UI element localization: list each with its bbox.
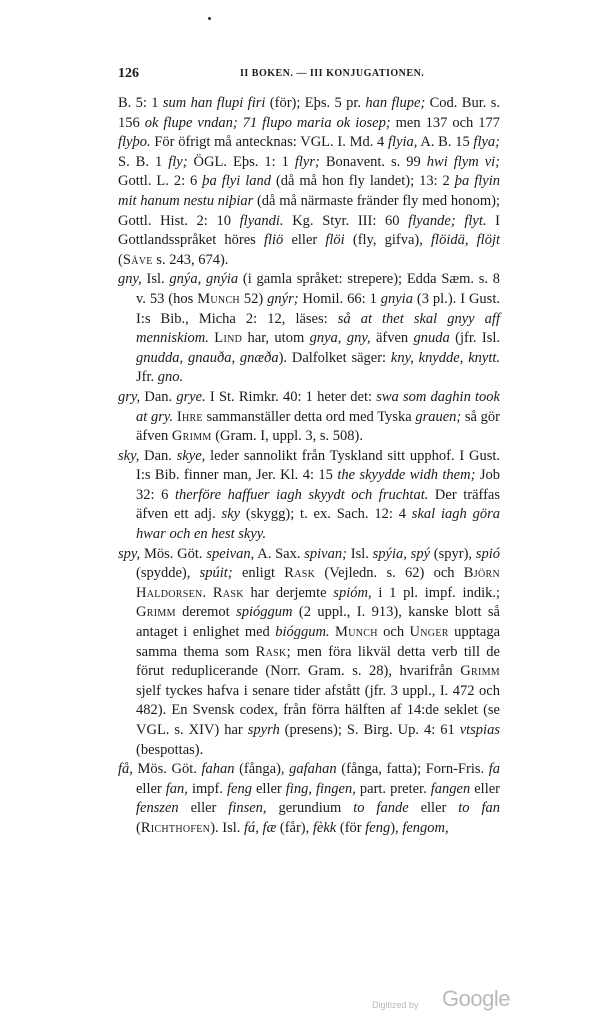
small-caps-name: Björn Haldorsen xyxy=(136,565,500,601)
text-run: enligt xyxy=(232,565,285,582)
text-run: (Vejledn. s. 62) och xyxy=(315,565,464,582)
italic-run: sky, xyxy=(118,447,140,464)
page-header xyxy=(118,66,494,86)
italic-run: gnýa, gnýia xyxy=(169,271,239,288)
text-run: leder sannolikt från Tyskland sitt upphof. I Gust. I:s Bib. finner man, Jer. Kl. 4: 15 xyxy=(136,447,500,484)
italic-run: spúit; xyxy=(199,565,233,582)
text-run: (skygg); t. ex. Sach. 12: 4 xyxy=(240,506,412,523)
digitized-by-label: Digitized by xyxy=(372,1000,419,1010)
small-caps-name: Säve xyxy=(122,251,153,268)
italic-run: spyrh xyxy=(247,722,280,738)
text-run: Jfr. xyxy=(136,369,158,386)
text-run: deremot xyxy=(175,604,237,621)
italic-run: spió xyxy=(475,545,501,562)
italic-run: spivan; xyxy=(304,545,347,562)
italic-run: sky xyxy=(221,506,241,523)
text-run: ( xyxy=(118,251,123,268)
text-run: (3 pl.). I Gust. I:s Bib., Micha 2: 12, läses: xyxy=(136,290,500,327)
italic-run: spýia, spý xyxy=(372,545,431,562)
italic-run: vtspias xyxy=(459,722,500,738)
italic-run: feng xyxy=(365,819,391,836)
text-run: (presens); S. Birg. Up. 4: 61 xyxy=(279,722,460,738)
text-run: har, utom xyxy=(242,330,310,347)
italic-run: gnýr; xyxy=(267,290,299,307)
text-run: eller xyxy=(470,780,500,797)
text-run: (för xyxy=(336,819,366,836)
text-run: Mös. Göt. xyxy=(140,545,207,562)
text-run: (för); Eþs. 5 pr. xyxy=(265,95,366,111)
italic-run: speivan, xyxy=(206,545,255,562)
text-run: Der träffas äfven ett adj. xyxy=(136,486,501,523)
italic-run: flyr; xyxy=(294,153,320,170)
text-run: Isl. xyxy=(346,545,373,562)
italic-run: þa flyi land xyxy=(202,173,271,190)
italic-run: fangen xyxy=(430,780,471,797)
text-run: ÖGL. Eþs. 1: 1 xyxy=(187,153,295,170)
italic-run: gnuda xyxy=(413,330,450,347)
text-run: sammanställer detta ord med Tyska xyxy=(202,408,416,425)
italic-run: grye. xyxy=(176,388,206,405)
text-run: eller xyxy=(136,780,166,797)
text-run: Job 32: 6 xyxy=(136,467,500,503)
italic-run: gry, xyxy=(118,388,141,405)
text-run: För öfrigt må antecknas: VGL. I. Md. 4 xyxy=(150,134,389,151)
text-run: gerundium xyxy=(266,800,354,817)
italic-run: to fande xyxy=(353,800,409,817)
small-caps-name: Ihre xyxy=(176,408,203,425)
google-logo: Google xyxy=(442,986,510,1011)
italic-run: therföre haffuer iagh skyydt och fruchtat. xyxy=(174,486,429,503)
italic-run: gnyia xyxy=(380,290,413,307)
text-run: ( xyxy=(136,819,141,836)
italic-run: skal iagh göra hwar och en hest skyy. xyxy=(136,506,500,543)
text-run: (Gram. I, uppl. 3, s. 508). xyxy=(211,428,364,445)
text-run: 52) xyxy=(239,290,268,307)
entry-gny xyxy=(118,270,500,388)
text-run: (spydde), xyxy=(136,565,200,582)
text-run: i 1 pl. impf. indik.; xyxy=(371,584,500,601)
entry-sky xyxy=(118,447,500,545)
italic-run: gnya, gny, xyxy=(309,330,371,347)
running-title: II BOKEN. — III KONJUGATIONEN. xyxy=(240,68,425,79)
text-run: I Gottlandsspråket höres xyxy=(118,212,500,249)
italic-run: flyandi. xyxy=(239,212,284,229)
text-run: (2 uppl., I. 913), kanske blott så antaget i enlighet med xyxy=(136,604,500,641)
text-run: ). Dalfolket säger: xyxy=(278,349,391,366)
italic-run: finsen, xyxy=(228,800,267,817)
italic-run: hwi flym vi; xyxy=(426,153,500,170)
text-run: (spyr), xyxy=(430,545,476,562)
italic-run: fengom, xyxy=(402,819,449,836)
italic-run: fan, xyxy=(165,780,188,797)
italic-run: to fan xyxy=(458,800,500,817)
italic-run: han flupe; xyxy=(365,95,426,111)
italic-run: gafahan xyxy=(289,761,337,778)
italic-run: fa xyxy=(488,761,500,778)
page-number: 126 xyxy=(118,66,139,81)
italic-run: skye, xyxy=(176,447,206,464)
text-run: ; men föra likväl detta verb till de förut reduplicerande (Norr. Gram. s. 28), hvarifrån xyxy=(136,643,500,680)
text-run: A. Sax. xyxy=(254,545,305,562)
italic-run: flya; xyxy=(473,134,500,151)
italic-run: fenszen xyxy=(136,800,179,817)
ink-speck xyxy=(208,17,211,20)
italic-run: fly; xyxy=(168,153,188,170)
text-run: . xyxy=(202,584,213,601)
italic-run: fèkk xyxy=(312,819,337,836)
italic-run: flyþo. xyxy=(118,134,151,151)
italic-run: flöidä, flöjt xyxy=(431,232,501,249)
italic-run: swa som daghin took at gry. xyxy=(136,388,500,425)
text-run: (jfr. Isl. xyxy=(449,330,501,347)
text-run: eller xyxy=(408,800,459,817)
italic-run: spióggum xyxy=(236,604,293,621)
entry-fa xyxy=(118,760,500,838)
italic-run: spy, xyxy=(118,545,141,562)
text-run: (fånga, fatta); Forn-Fris. xyxy=(336,761,489,778)
text-run: ), xyxy=(390,819,403,836)
italic-run: gno. xyxy=(157,369,184,386)
text-run: A. B. 15 xyxy=(417,134,474,151)
digitized-watermark xyxy=(372,986,532,1012)
italic-run: spióm, xyxy=(333,584,372,601)
italic-run: fá, fæ xyxy=(244,819,277,836)
text-run: eller xyxy=(178,800,229,817)
text-run: äfven xyxy=(370,330,414,347)
text-run: impf. xyxy=(187,780,227,797)
text-run: (får), xyxy=(276,819,313,836)
text-run: har derjemte xyxy=(243,584,334,601)
small-caps-name: Grimm xyxy=(136,604,176,621)
small-caps-name: Grimm xyxy=(171,428,212,445)
text-run: I St. Rimkr. 40: 1 heter det: xyxy=(205,388,377,405)
text-run: Dan. xyxy=(139,447,177,464)
small-caps-name: Unger xyxy=(409,624,449,641)
text-run: så gör äfven xyxy=(136,408,501,445)
page-body xyxy=(118,94,500,839)
text-run: (fly, gifva), xyxy=(344,232,432,249)
small-caps-name: Rask xyxy=(284,565,316,582)
small-caps-name: Richthofen xyxy=(140,819,211,836)
text-run: Mös. Göt. xyxy=(132,761,202,778)
text-run: (i gamla språket: strepere); Edda Sæm. s. 8 v. 53 (hos xyxy=(136,271,501,307)
small-caps-name: Rask xyxy=(212,584,244,601)
italic-run: få, xyxy=(118,761,133,778)
italic-run: ok flupe vndan; 71 flupo maria ok iosep; xyxy=(144,114,391,131)
text-run: eller xyxy=(251,780,286,797)
text-run: s. 243, 674). xyxy=(152,251,229,268)
italic-run: bióggum. xyxy=(275,624,330,641)
entry-spy xyxy=(118,545,500,761)
text-run: sjelf tyckes hafva i senare tider afstått (jfr. 3 uppl., I. 472 och 482). En Svensk codex, från förra hälften af 14:de seklet (se VGL. s. XIV) har xyxy=(136,682,500,738)
italic-run: gnudda, gnauða, gnæða xyxy=(136,349,279,366)
text-run: B. 5: 1 xyxy=(118,95,163,111)
italic-run: fliö xyxy=(263,232,284,249)
text-run: Isl. xyxy=(141,271,170,288)
small-caps-name: Grimm xyxy=(460,663,500,680)
small-caps-name: Rask xyxy=(255,643,287,660)
italic-run: fahan xyxy=(201,761,235,778)
italic-run: gny, xyxy=(118,271,142,288)
continuation-paragraph xyxy=(118,94,500,270)
text-run: upptaga samma thema som xyxy=(136,624,501,660)
italic-run: sum han flupi firi xyxy=(162,95,266,111)
text-run: (bespottas). xyxy=(136,741,204,758)
text-run: Dan. xyxy=(140,388,177,405)
italic-run: feng xyxy=(227,780,252,797)
text-run: part. preter. xyxy=(355,780,431,797)
small-caps-name: Munch xyxy=(197,290,240,307)
italic-run: flyande; flyt. xyxy=(408,212,487,229)
text-run: Bonavent. s. 99 xyxy=(319,153,427,170)
text-run: Kg. Styr. III: 60 xyxy=(283,212,409,229)
text-run: ). Isl. xyxy=(210,819,245,836)
small-caps-name: Lind xyxy=(214,330,243,347)
text-run: eller xyxy=(283,232,326,249)
italic-run: grauen; xyxy=(415,408,462,425)
text-run: Cod. Bur. s. 156 xyxy=(118,95,500,131)
italic-run: kny, knydde, knytt. xyxy=(390,349,500,366)
text-run: och xyxy=(377,624,410,641)
text-run: (fånga), xyxy=(234,761,290,778)
entry-gry xyxy=(118,388,500,447)
italic-run: flyia, xyxy=(388,134,418,151)
italic-run: þa flyin mit hanum nestu niþiar xyxy=(118,173,500,209)
italic-run: så at thet skal gnyy aff menniskiom. xyxy=(136,310,500,347)
text-run: (då må hon fly landet); 13: 2 xyxy=(270,173,455,190)
text-run: men 137 och 177 xyxy=(390,114,501,131)
italic-run: fing, fingen, xyxy=(285,780,356,797)
text-run: S. B. 1 xyxy=(118,153,169,170)
italic-run: flöi xyxy=(325,232,345,249)
text-run: Homil. 66: 1 xyxy=(298,290,381,307)
text-run: Gottl. L. 2: 6 xyxy=(118,173,203,190)
small-caps-name: Munch xyxy=(335,624,378,641)
italic-run: the skyydde widh them; xyxy=(337,467,476,484)
text-run: (då må närmaste fränder fly med honom); Gottl. Hist. 2: 10 xyxy=(118,192,500,229)
